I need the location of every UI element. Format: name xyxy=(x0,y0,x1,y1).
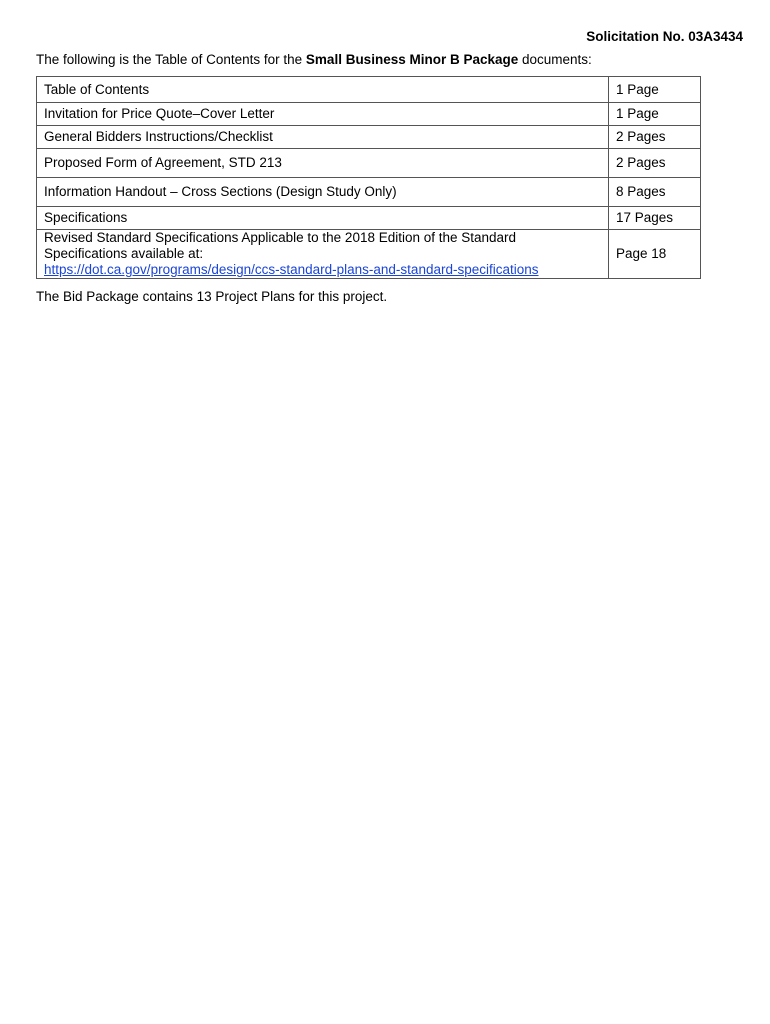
pages-cell: 2 Pages xyxy=(609,126,701,149)
pages-cell: 8 Pages xyxy=(609,178,701,207)
table-row xyxy=(37,178,701,207)
pages-cell: Page 18 xyxy=(609,230,701,279)
pages-cell: 2 Pages xyxy=(609,149,701,178)
package-name: Small Business Minor B Package xyxy=(305,52,519,67)
document-cell: Table of Contents xyxy=(37,77,609,103)
table-of-contents xyxy=(36,76,701,279)
solicitation-number: Solicitation No. 03A3434 xyxy=(586,29,743,44)
revised-specs-line-1: Revised Standard Specifications Applicable to the 2018 Edition of the Standard xyxy=(44,230,517,245)
document-cell: Specifications xyxy=(37,207,609,230)
project-plans-note: The Bid Package contains 13 Project Plans for this project. xyxy=(36,289,388,304)
document-cell xyxy=(37,230,609,279)
document-cell: Invitation for Price Quote–Cover Letter xyxy=(37,103,609,126)
specifications-link[interactable]: https://dot.ca.gov/programs/design/ccs-standard-plans-and-standard-specifications xyxy=(44,262,539,277)
pages-cell: 1 Page xyxy=(609,77,701,103)
document-cell: Information Handout – Cross Sections (Design Study Only) xyxy=(37,178,609,207)
revised-specs-line-2: Specifications available at: xyxy=(44,246,204,261)
table-row xyxy=(37,77,701,103)
pages-cell: 17 Pages xyxy=(609,207,701,230)
intro-prefix: The following is the Table of Contents for the xyxy=(36,52,306,67)
document-cell: General Bidders Instructions/Checklist xyxy=(37,126,609,149)
pages-cell: 1 Page xyxy=(609,103,701,126)
table-row xyxy=(37,103,701,126)
intro-text xyxy=(36,52,592,67)
table-row xyxy=(37,149,701,178)
table-row xyxy=(37,230,701,279)
document-cell: Proposed Form of Agreement, STD 213 xyxy=(37,149,609,178)
table-row xyxy=(37,126,701,149)
intro-suffix: documents: xyxy=(518,52,592,67)
table-row xyxy=(37,207,701,230)
